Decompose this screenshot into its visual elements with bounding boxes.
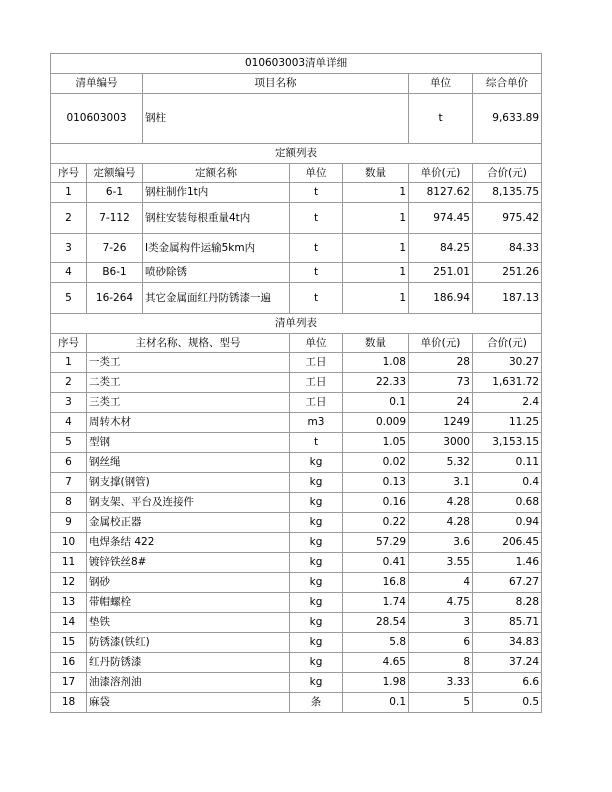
material-qty: 1.05 [343,433,409,453]
material-price: 3 [409,613,473,633]
material-total: 3,153.15 [473,433,542,453]
material-qty: 57.29 [343,533,409,553]
materials-column-header: 数量 [343,334,409,353]
quota-unit: t [290,203,343,234]
material-name: 钢砂 [87,573,290,593]
material-total: 0.94 [473,513,542,533]
material-no: 13 [51,593,87,613]
quota-name: Ⅰ类金属构件运输5km内 [143,234,290,263]
material-no: 2 [51,373,87,393]
material-price: 24 [409,393,473,413]
material-row [51,513,542,533]
material-qty: 16.8 [343,573,409,593]
quota-unit: t [290,183,343,203]
material-unit: kg [290,553,343,573]
quota-no: 4 [51,263,87,283]
quota-name: 喷砂除锈 [143,263,290,283]
material-total: 67.27 [473,573,542,593]
detail-table [50,53,542,713]
material-name: 镀锌铁丝8# [87,553,290,573]
material-price: 4.28 [409,493,473,513]
material-qty: 0.1 [343,393,409,413]
material-row [51,433,542,453]
sheet-title: 010603003清单详细 [51,54,542,74]
material-qty: 1.08 [343,353,409,373]
material-row [51,633,542,653]
material-no: 16 [51,653,87,673]
material-no: 9 [51,513,87,533]
material-name: 红丹防锈漆 [87,653,290,673]
quota-code: 16-264 [87,283,143,314]
material-total: 34.83 [473,633,542,653]
material-no: 11 [51,553,87,573]
item-unit: t [409,94,473,144]
material-unit: t [290,433,343,453]
material-name: 带帽螺栓 [87,593,290,613]
material-row [51,533,542,553]
material-row [51,673,542,693]
material-qty: 0.1 [343,693,409,713]
material-name: 周转木材 [87,413,290,433]
quota-total: 84.33 [473,234,542,263]
title-row [51,54,542,74]
material-no: 5 [51,433,87,453]
material-price: 73 [409,373,473,393]
material-name: 三类工 [87,393,290,413]
material-unit: kg [290,673,343,693]
quota-unit: t [290,263,343,283]
quota-column-header: 数量 [343,164,409,183]
material-unit: 工日 [290,373,343,393]
material-unit: kg [290,593,343,613]
material-qty: 4.65 [343,653,409,673]
unit-label: 单位 [409,74,473,94]
material-price: 3000 [409,433,473,453]
material-name: 钢支撑(钢管) [87,473,290,493]
material-total: 1,631.72 [473,373,542,393]
material-total: 0.5 [473,693,542,713]
quota-qty: 1 [343,263,409,283]
materials-column-header: 合价(元) [473,334,542,353]
material-price: 3.33 [409,673,473,693]
quota-price: 974.45 [409,203,473,234]
material-qty: 0.02 [343,453,409,473]
material-row [51,693,542,713]
material-total: 206.45 [473,533,542,553]
material-row [51,473,542,493]
item-code: 010603003 [51,94,143,144]
material-total: 6.6 [473,673,542,693]
quota-no: 5 [51,283,87,314]
materials-column-header: 序号 [51,334,87,353]
material-name: 钢丝绳 [87,453,290,473]
material-unit: kg [290,453,343,473]
material-name: 垫铁 [87,613,290,633]
material-no: 8 [51,493,87,513]
quota-price: 186.94 [409,283,473,314]
material-total: 0.4 [473,473,542,493]
materials-column-header-row [51,334,542,353]
material-row [51,573,542,593]
material-no: 14 [51,613,87,633]
material-no: 3 [51,393,87,413]
material-name: 二类工 [87,373,290,393]
quota-no: 1 [51,183,87,203]
material-unit: kg [290,613,343,633]
quota-row [51,283,542,314]
material-row [51,393,542,413]
material-price: 4.28 [409,513,473,533]
material-no: 17 [51,673,87,693]
materials-section-title: 清单列表 [51,314,542,334]
material-total: 1.46 [473,553,542,573]
material-total: 85.71 [473,613,542,633]
material-name: 麻袋 [87,693,290,713]
material-name: 油漆溶剂油 [87,673,290,693]
quota-column-header: 单位 [290,164,343,183]
material-unit: 条 [290,693,343,713]
material-unit: m3 [290,413,343,433]
material-row [51,453,542,473]
material-row [51,373,542,393]
quota-qty: 1 [343,183,409,203]
material-name: 电焊条结 422 [87,533,290,553]
quota-column-header: 定额编号 [87,164,143,183]
material-row [51,413,542,433]
material-name: 钢支架、平台及连接件 [87,493,290,513]
material-unit: kg [290,493,343,513]
material-qty: 5.8 [343,633,409,653]
material-name: 金属校正器 [87,513,290,533]
material-unit: kg [290,513,343,533]
quota-total: 975.42 [473,203,542,234]
quota-section-title: 定额列表 [51,144,542,164]
detail-table-body [51,54,542,713]
quota-row [51,203,542,234]
material-price: 5.32 [409,453,473,473]
quota-column-header: 定额名称 [143,164,290,183]
material-qty: 0.16 [343,493,409,513]
material-no: 7 [51,473,87,493]
material-qty: 28.54 [343,613,409,633]
material-price: 28 [409,353,473,373]
material-no: 18 [51,693,87,713]
quota-price: 84.25 [409,234,473,263]
quota-name: 钢柱制作1t内 [143,183,290,203]
material-price: 8 [409,653,473,673]
material-unit: 工日 [290,393,343,413]
materials-column-header: 主材名称、规格、型号 [87,334,290,353]
quota-column-header: 单价(元) [409,164,473,183]
material-name: 型钢 [87,433,290,453]
material-no: 1 [51,353,87,373]
material-row [51,653,542,673]
quota-section-row [51,144,542,164]
material-no: 4 [51,413,87,433]
material-unit: 工日 [290,353,343,373]
material-qty: 1.98 [343,673,409,693]
quota-column-header-row [51,164,542,183]
code-label: 清单编号 [51,74,143,94]
name-label: 项目名称 [143,74,409,94]
quota-unit: t [290,283,343,314]
quota-row [51,263,542,283]
item-name: 钢柱 [143,94,409,144]
quota-column-header: 序号 [51,164,87,183]
quota-unit: t [290,234,343,263]
material-name: 防锈漆(铁红) [87,633,290,653]
material-price: 3.6 [409,533,473,553]
material-qty: 0.41 [343,553,409,573]
quota-total: 187.13 [473,283,542,314]
material-total: 0.11 [473,453,542,473]
material-name: 一类工 [87,353,290,373]
material-no: 6 [51,453,87,473]
material-qty: 1.74 [343,593,409,613]
material-total: 0.68 [473,493,542,513]
materials-column-header: 单位 [290,334,343,353]
quota-total: 251.26 [473,263,542,283]
material-no: 15 [51,633,87,653]
material-price: 4 [409,573,473,593]
quota-no: 2 [51,203,87,234]
material-price: 1249 [409,413,473,433]
material-price: 5 [409,693,473,713]
header-label-row [51,74,542,94]
material-unit: kg [290,653,343,673]
materials-column-header: 单价(元) [409,334,473,353]
material-price: 4.75 [409,593,473,613]
material-price: 3.55 [409,553,473,573]
quota-qty: 1 [343,234,409,263]
material-total: 11.25 [473,413,542,433]
quota-name: 其它金属面红丹防锈漆一遍 [143,283,290,314]
materials-section-row [51,314,542,334]
quota-code: 7-112 [87,203,143,234]
quota-name: 钢柱安装每根重量4t内 [143,203,290,234]
material-total: 2.4 [473,393,542,413]
material-no: 12 [51,573,87,593]
material-row [51,353,542,373]
material-qty: 0.22 [343,513,409,533]
material-no: 10 [51,533,87,553]
detail-sheet [50,53,541,713]
quota-row [51,234,542,263]
material-unit: kg [290,533,343,553]
quota-qty: 1 [343,283,409,314]
material-unit: kg [290,633,343,653]
quota-price: 8127.62 [409,183,473,203]
quota-code: B6-1 [87,263,143,283]
quota-qty: 1 [343,203,409,234]
quota-row [51,183,542,203]
header-value-row [51,94,542,144]
material-unit: kg [290,473,343,493]
quota-code: 6-1 [87,183,143,203]
quota-no: 3 [51,234,87,263]
material-unit: kg [290,573,343,593]
material-qty: 0.13 [343,473,409,493]
material-qty: 0.009 [343,413,409,433]
material-total: 8.28 [473,593,542,613]
material-row [51,613,542,633]
material-price: 6 [409,633,473,653]
price-label: 综合单价 [473,74,542,94]
quota-column-header: 合价(元) [473,164,542,183]
quota-code: 7-26 [87,234,143,263]
material-qty: 22.33 [343,373,409,393]
material-row [51,553,542,573]
material-row [51,593,542,613]
quota-price: 251.01 [409,263,473,283]
quota-total: 8,135.75 [473,183,542,203]
material-row [51,493,542,513]
material-total: 30.27 [473,353,542,373]
item-price: 9,633.89 [473,94,542,144]
material-price: 3.1 [409,473,473,493]
material-total: 37.24 [473,653,542,673]
